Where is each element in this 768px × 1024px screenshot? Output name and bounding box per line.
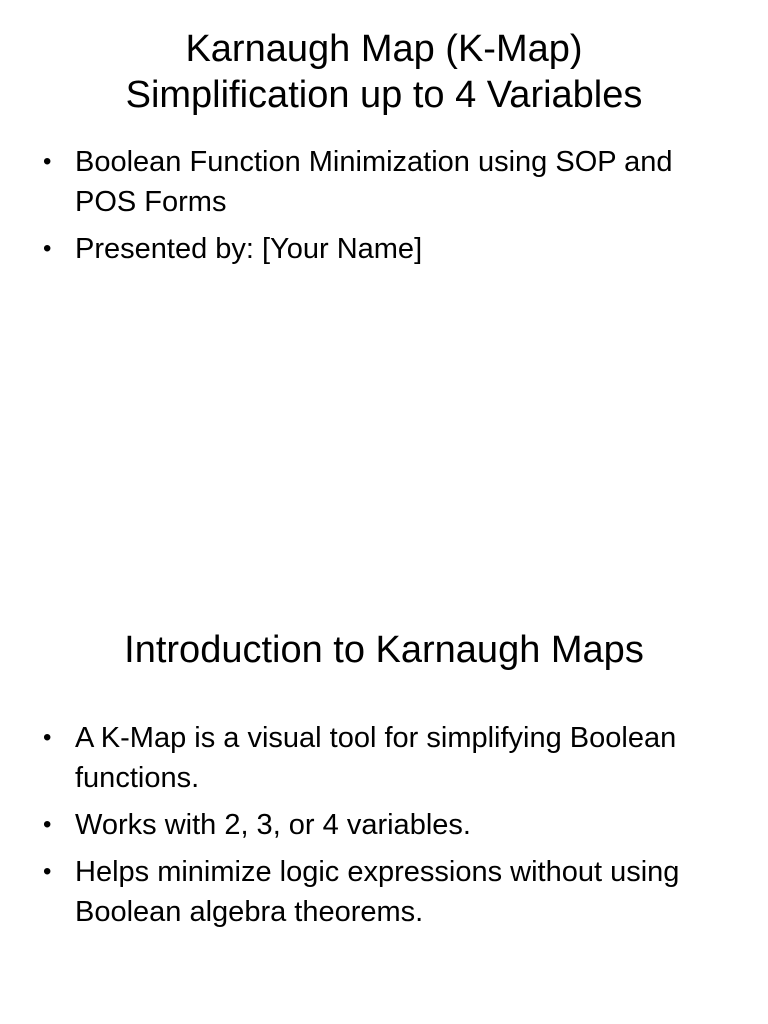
- bullet-icon: •: [43, 235, 52, 262]
- slide-title: [0, 26, 768, 118]
- intro-slide: [0, 512, 768, 1024]
- title-line-2: Simplification up to 4 Variables: [125, 74, 643, 116]
- title-line-1: Karnaugh Map (K-Map): [185, 28, 583, 70]
- bullet-list: [40, 718, 730, 939]
- bullet-icon: •: [43, 148, 52, 175]
- bullet-text: A K-Map is a visual tool for simplifying Boolean functions.: [75, 722, 677, 794]
- bullet-text: Helps minimize logic expressions without using Boolean algebra theorems.: [75, 856, 680, 928]
- bullet-item: [40, 718, 730, 798]
- slide-title: Introduction to Karnaugh Maps: [124, 629, 644, 671]
- bullet-icon: •: [43, 724, 52, 751]
- bullet-icon: •: [43, 811, 52, 838]
- bullet-item: [40, 852, 730, 932]
- bullet-item: [40, 229, 730, 269]
- bullet-item: [40, 805, 730, 845]
- bullet-list: [40, 142, 730, 276]
- bullet-icon: •: [43, 858, 52, 885]
- bullet-text: Presented by: [Your Name]: [75, 233, 423, 265]
- bullet-item: [40, 142, 730, 222]
- bullet-text: Works with 2, 3, or 4 variables.: [75, 809, 471, 841]
- bullet-text: Boolean Function Minimization using SOP and POS Forms: [75, 146, 673, 218]
